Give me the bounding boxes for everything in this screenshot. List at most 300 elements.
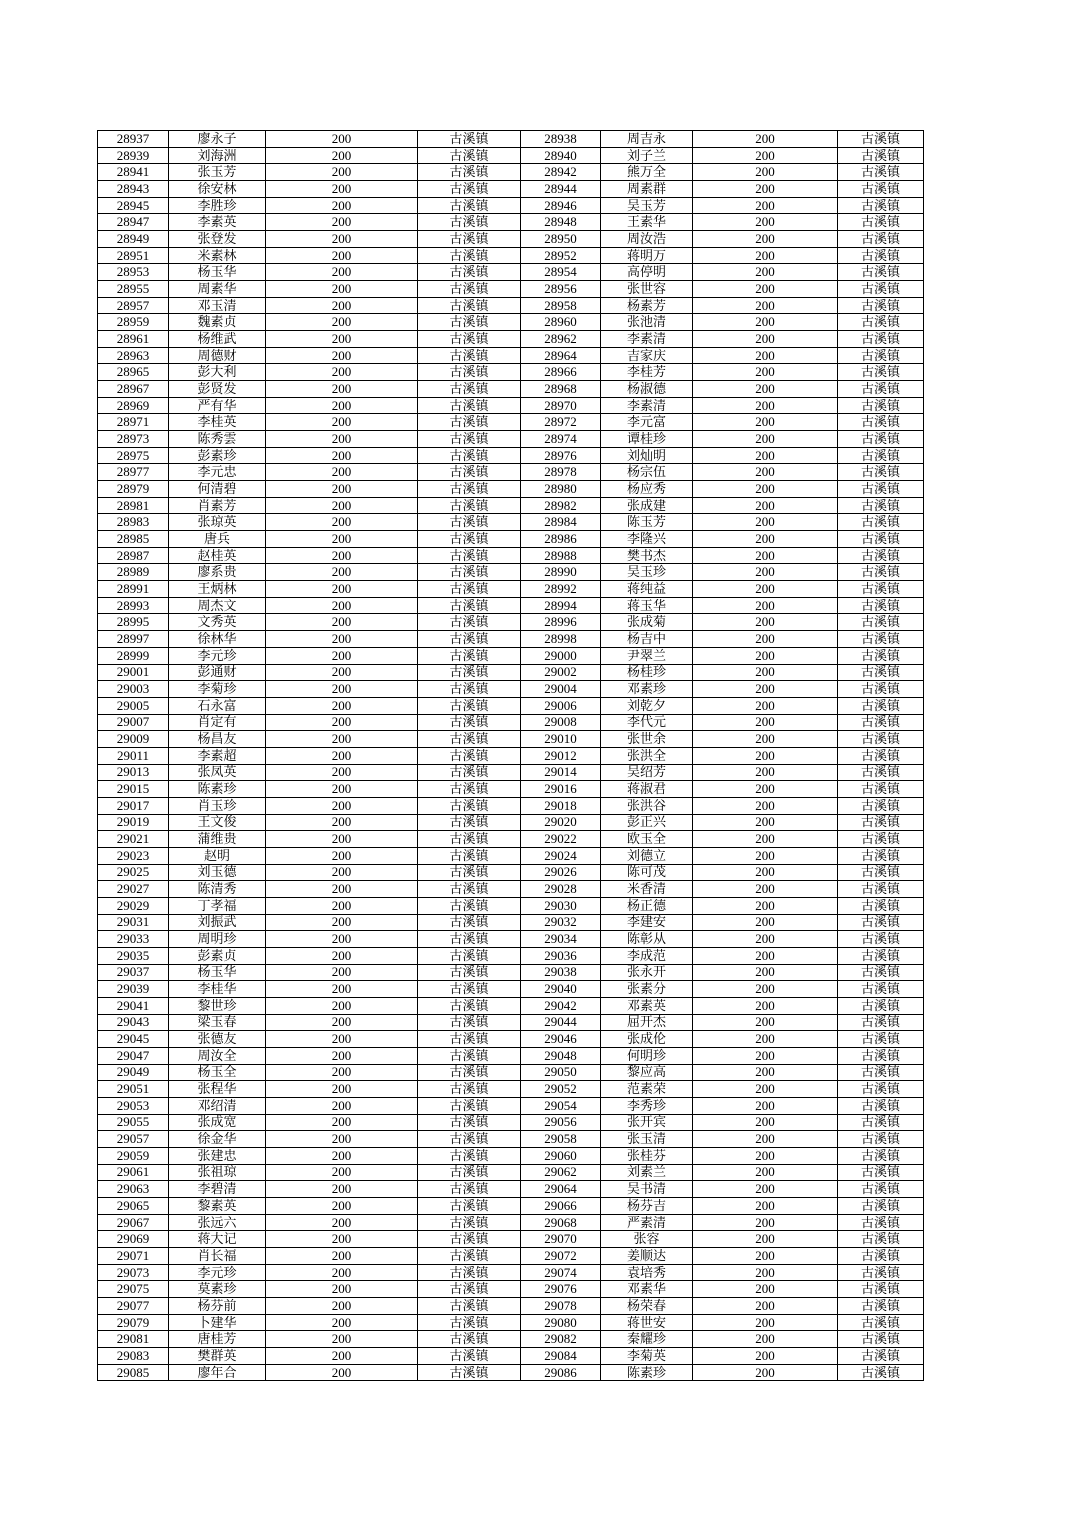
town-cell: 古溪镇 — [418, 997, 521, 1014]
person-name-cell: 彭贤发 — [169, 381, 266, 398]
record-number-cell: 29063 — [98, 1181, 169, 1198]
town-cell: 古溪镇 — [418, 1314, 521, 1331]
amount-cell: 200 — [266, 1047, 418, 1064]
record-number-cell: 29065 — [98, 1198, 169, 1215]
person-name-cell: 唐兵 — [169, 531, 266, 548]
record-number-cell: 29038 — [521, 964, 601, 981]
record-number-cell: 28953 — [98, 264, 169, 281]
town-cell: 古溪镇 — [838, 397, 924, 414]
amount-cell: 200 — [266, 647, 418, 664]
amount-cell: 200 — [693, 1164, 838, 1181]
table-row — [98, 847, 924, 864]
town-cell: 古溪镇 — [838, 197, 924, 214]
amount-cell: 200 — [693, 1214, 838, 1231]
town-cell: 古溪镇 — [838, 1248, 924, 1265]
amount-cell: 200 — [266, 614, 418, 631]
record-number-cell: 28948 — [521, 214, 601, 231]
amount-cell: 200 — [693, 1298, 838, 1315]
town-cell: 古溪镇 — [418, 847, 521, 864]
amount-cell: 200 — [266, 1364, 418, 1381]
person-name-cell: 李隆兴 — [601, 531, 693, 548]
record-number-cell: 28968 — [521, 381, 601, 398]
amount-cell: 200 — [266, 1248, 418, 1265]
person-name-cell: 周吉永 — [601, 131, 693, 148]
person-name-cell: 李代元 — [601, 714, 693, 731]
amount-cell: 200 — [266, 1031, 418, 1048]
amount-cell: 200 — [266, 247, 418, 264]
person-name-cell: 杨桂珍 — [601, 664, 693, 681]
record-number-cell: 29021 — [98, 831, 169, 848]
town-cell: 古溪镇 — [838, 281, 924, 298]
amount-cell: 200 — [266, 414, 418, 431]
record-number-cell: 28967 — [98, 381, 169, 398]
amount-cell: 200 — [266, 847, 418, 864]
town-cell: 古溪镇 — [418, 1031, 521, 1048]
table-row — [98, 1081, 924, 1098]
amount-cell: 200 — [693, 897, 838, 914]
person-name-cell: 邓素珍 — [601, 681, 693, 698]
amount-cell: 200 — [693, 797, 838, 814]
table-row — [98, 547, 924, 564]
amount-cell: 200 — [693, 547, 838, 564]
town-cell: 古溪镇 — [838, 414, 924, 431]
record-number-cell: 28977 — [98, 464, 169, 481]
person-name-cell: 彭大利 — [169, 364, 266, 381]
person-name-cell: 李碧清 — [169, 1181, 266, 1198]
amount-cell: 200 — [693, 731, 838, 748]
town-cell: 古溪镇 — [418, 1097, 521, 1114]
town-cell: 古溪镇 — [838, 797, 924, 814]
person-name-cell: 张素分 — [601, 981, 693, 998]
record-number-cell: 28999 — [98, 647, 169, 664]
town-cell: 古溪镇 — [838, 881, 924, 898]
town-cell: 古溪镇 — [838, 347, 924, 364]
town-cell: 古溪镇 — [838, 1314, 924, 1331]
record-number-cell: 29077 — [98, 1298, 169, 1315]
amount-cell: 200 — [693, 364, 838, 381]
town-cell: 古溪镇 — [838, 864, 924, 881]
record-number-cell: 29072 — [521, 1248, 601, 1265]
town-cell: 古溪镇 — [838, 497, 924, 514]
record-number-cell: 29064 — [521, 1181, 601, 1198]
amount-cell: 200 — [693, 1081, 838, 1098]
amount-cell: 200 — [266, 1131, 418, 1148]
person-name-cell: 米香清 — [601, 881, 693, 898]
record-number-cell: 29008 — [521, 714, 601, 731]
amount-cell: 200 — [266, 397, 418, 414]
record-number-cell: 28956 — [521, 281, 601, 298]
record-number-cell: 28972 — [521, 414, 601, 431]
record-number-cell: 29000 — [521, 647, 601, 664]
person-name-cell: 肖长福 — [169, 1248, 266, 1265]
person-name-cell: 李素英 — [169, 214, 266, 231]
person-name-cell: 杨应秀 — [601, 481, 693, 498]
table-row — [98, 564, 924, 581]
amount-cell: 200 — [693, 664, 838, 681]
person-name-cell: 周德财 — [169, 347, 266, 364]
town-cell: 古溪镇 — [418, 1231, 521, 1248]
town-cell: 古溪镇 — [418, 731, 521, 748]
record-number-cell: 29047 — [98, 1047, 169, 1064]
record-number-cell: 29079 — [98, 1314, 169, 1331]
amount-cell: 200 — [693, 1114, 838, 1131]
town-cell: 古溪镇 — [418, 314, 521, 331]
town-cell: 古溪镇 — [838, 131, 924, 148]
record-number-cell: 29073 — [98, 1264, 169, 1281]
table-row — [98, 364, 924, 381]
table-row — [98, 981, 924, 998]
amount-cell: 200 — [266, 1348, 418, 1365]
table-row — [98, 1064, 924, 1081]
town-cell: 古溪镇 — [418, 1348, 521, 1365]
table-row — [98, 314, 924, 331]
person-name-cell: 李秀珍 — [601, 1097, 693, 1114]
town-cell: 古溪镇 — [418, 164, 521, 181]
town-cell: 古溪镇 — [418, 514, 521, 531]
record-number-cell: 28990 — [521, 564, 601, 581]
person-name-cell: 张洪全 — [601, 747, 693, 764]
town-cell: 古溪镇 — [838, 1131, 924, 1148]
amount-cell: 200 — [693, 1264, 838, 1281]
person-name-cell: 张建忠 — [169, 1147, 266, 1164]
amount-cell: 200 — [266, 747, 418, 764]
record-number-cell: 28973 — [98, 431, 169, 448]
person-name-cell: 蒋玉华 — [601, 597, 693, 614]
table-row — [98, 1164, 924, 1181]
amount-cell: 200 — [266, 914, 418, 931]
amount-cell: 200 — [693, 347, 838, 364]
town-cell: 古溪镇 — [418, 647, 521, 664]
town-cell: 古溪镇 — [838, 531, 924, 548]
record-number-cell: 29018 — [521, 797, 601, 814]
amount-cell: 200 — [266, 1181, 418, 1198]
person-name-cell: 莫素珍 — [169, 1281, 266, 1298]
person-name-cell: 杨玉华 — [169, 264, 266, 281]
amount-cell: 200 — [693, 1231, 838, 1248]
record-number-cell: 28952 — [521, 247, 601, 264]
person-name-cell: 姜顺达 — [601, 1248, 693, 1265]
amount-cell: 200 — [693, 1031, 838, 1048]
table-row — [98, 1047, 924, 1064]
amount-cell: 200 — [693, 447, 838, 464]
table-row — [98, 997, 924, 1014]
town-cell: 古溪镇 — [418, 664, 521, 681]
amount-cell: 200 — [693, 581, 838, 598]
record-number-cell: 29036 — [521, 947, 601, 964]
amount-cell: 200 — [266, 531, 418, 548]
record-number-cell: 29060 — [521, 1147, 601, 1164]
record-number-cell: 29027 — [98, 881, 169, 898]
person-name-cell: 张登发 — [169, 231, 266, 248]
amount-cell: 200 — [266, 631, 418, 648]
table-row — [98, 597, 924, 614]
town-cell: 古溪镇 — [838, 1147, 924, 1164]
amount-cell: 200 — [266, 1314, 418, 1331]
amount-cell: 200 — [266, 864, 418, 881]
amount-cell: 200 — [693, 1064, 838, 1081]
person-name-cell: 欧玉全 — [601, 831, 693, 848]
person-name-cell: 蒲维贵 — [169, 831, 266, 848]
person-name-cell: 邓玉清 — [169, 297, 266, 314]
town-cell: 古溪镇 — [418, 781, 521, 798]
record-number-cell: 28996 — [521, 614, 601, 631]
town-cell: 古溪镇 — [838, 897, 924, 914]
town-cell: 古溪镇 — [838, 1031, 924, 1048]
record-number-cell: 29074 — [521, 1264, 601, 1281]
record-number-cell: 29062 — [521, 1164, 601, 1181]
record-number-cell: 29054 — [521, 1097, 601, 1114]
record-number-cell: 28960 — [521, 314, 601, 331]
person-name-cell: 周明珍 — [169, 931, 266, 948]
person-name-cell: 邓素华 — [601, 1281, 693, 1298]
record-number-cell: 29011 — [98, 747, 169, 764]
town-cell: 古溪镇 — [838, 447, 924, 464]
record-number-cell: 29052 — [521, 1081, 601, 1098]
record-number-cell: 29068 — [521, 1214, 601, 1231]
amount-cell: 200 — [693, 747, 838, 764]
amount-cell: 200 — [266, 1298, 418, 1315]
table-row — [98, 1264, 924, 1281]
amount-cell: 200 — [266, 897, 418, 914]
amount-cell: 200 — [266, 697, 418, 714]
amount-cell: 200 — [693, 281, 838, 298]
table-row — [98, 447, 924, 464]
record-number-cell: 28961 — [98, 331, 169, 348]
amount-cell: 200 — [693, 1281, 838, 1298]
town-cell: 古溪镇 — [418, 697, 521, 714]
person-name-cell: 徐金华 — [169, 1131, 266, 1148]
town-cell: 古溪镇 — [418, 281, 521, 298]
town-cell: 古溪镇 — [418, 1131, 521, 1148]
amount-cell: 200 — [266, 147, 418, 164]
table-row — [98, 181, 924, 198]
town-cell: 古溪镇 — [838, 947, 924, 964]
person-name-cell: 李桂华 — [169, 981, 266, 998]
record-number-cell: 29081 — [98, 1331, 169, 1348]
record-number-cell: 28984 — [521, 514, 601, 531]
town-cell: 古溪镇 — [838, 464, 924, 481]
record-number-cell: 29067 — [98, 1214, 169, 1231]
amount-cell: 200 — [266, 797, 418, 814]
person-name-cell: 张远六 — [169, 1214, 266, 1231]
town-cell: 古溪镇 — [838, 1097, 924, 1114]
amount-cell: 200 — [693, 481, 838, 498]
record-number-cell: 29083 — [98, 1348, 169, 1365]
person-name-cell: 周杰文 — [169, 597, 266, 614]
person-name-cell: 陈玉芳 — [601, 514, 693, 531]
record-number-cell: 29024 — [521, 847, 601, 864]
person-name-cell: 杨素芳 — [601, 297, 693, 314]
person-name-cell: 刘素兰 — [601, 1164, 693, 1181]
town-cell: 古溪镇 — [418, 1281, 521, 1298]
record-number-cell: 28995 — [98, 614, 169, 631]
person-name-cell: 尹翠兰 — [601, 647, 693, 664]
table-row — [98, 797, 924, 814]
record-number-cell: 28965 — [98, 364, 169, 381]
town-cell: 古溪镇 — [418, 397, 521, 414]
record-number-cell: 28949 — [98, 231, 169, 248]
town-cell: 古溪镇 — [418, 1248, 521, 1265]
table-row — [98, 864, 924, 881]
person-name-cell: 刘振武 — [169, 914, 266, 931]
amount-cell: 200 — [693, 1047, 838, 1064]
table-row — [98, 731, 924, 748]
person-name-cell: 吉家庆 — [601, 347, 693, 364]
person-name-cell: 李胜珍 — [169, 197, 266, 214]
record-number-cell: 29035 — [98, 947, 169, 964]
person-name-cell: 蒋世安 — [601, 1314, 693, 1331]
town-cell: 古溪镇 — [838, 1364, 924, 1381]
record-number-cell: 28942 — [521, 164, 601, 181]
person-name-cell: 李素超 — [169, 747, 266, 764]
town-cell: 古溪镇 — [838, 1264, 924, 1281]
amount-cell: 200 — [693, 814, 838, 831]
person-name-cell: 刘海洲 — [169, 147, 266, 164]
person-name-cell: 杨正德 — [601, 897, 693, 914]
amount-cell: 200 — [693, 297, 838, 314]
amount-cell: 200 — [693, 764, 838, 781]
record-number-cell: 28940 — [521, 147, 601, 164]
town-cell: 古溪镇 — [418, 897, 521, 914]
amount-cell: 200 — [693, 1014, 838, 1031]
person-name-cell: 丁孝福 — [169, 897, 266, 914]
person-name-cell: 陈素珍 — [169, 781, 266, 798]
town-cell: 古溪镇 — [418, 631, 521, 648]
town-cell: 古溪镇 — [838, 847, 924, 864]
record-number-cell: 28994 — [521, 597, 601, 614]
record-number-cell: 29078 — [521, 1298, 601, 1315]
amount-cell: 200 — [693, 697, 838, 714]
table-row — [98, 231, 924, 248]
record-number-cell: 28962 — [521, 331, 601, 348]
amount-cell: 200 — [266, 1214, 418, 1231]
table-row — [98, 297, 924, 314]
person-name-cell: 赵明 — [169, 847, 266, 864]
record-number-cell: 28941 — [98, 164, 169, 181]
record-number-cell: 28945 — [98, 197, 169, 214]
record-number-cell: 29020 — [521, 814, 601, 831]
person-name-cell: 黎应高 — [601, 1064, 693, 1081]
town-cell: 古溪镇 — [838, 1114, 924, 1131]
record-number-cell: 29033 — [98, 931, 169, 948]
town-cell: 古溪镇 — [418, 1264, 521, 1281]
table-row — [98, 1214, 924, 1231]
amount-cell: 200 — [266, 814, 418, 831]
person-name-cell: 杨芬前 — [169, 1298, 266, 1315]
person-name-cell: 樊群英 — [169, 1348, 266, 1365]
town-cell: 古溪镇 — [838, 631, 924, 648]
town-cell: 古溪镇 — [418, 1298, 521, 1315]
table-row — [98, 664, 924, 681]
person-name-cell: 肖定有 — [169, 714, 266, 731]
table-row — [98, 581, 924, 598]
table-row — [98, 514, 924, 531]
person-name-cell: 杨昌友 — [169, 731, 266, 748]
record-number-cell: 29071 — [98, 1248, 169, 1265]
person-name-cell: 陈彰从 — [601, 931, 693, 948]
amount-cell: 200 — [693, 247, 838, 264]
person-name-cell: 唐桂芳 — [169, 1331, 266, 1348]
amount-cell: 200 — [266, 831, 418, 848]
person-name-cell: 杨荣春 — [601, 1298, 693, 1315]
record-number-cell: 29057 — [98, 1131, 169, 1148]
record-number-cell: 29059 — [98, 1147, 169, 1164]
town-cell: 古溪镇 — [838, 1064, 924, 1081]
record-number-cell: 29014 — [521, 764, 601, 781]
town-cell: 古溪镇 — [838, 831, 924, 848]
record-number-cell: 29010 — [521, 731, 601, 748]
town-cell: 古溪镇 — [418, 347, 521, 364]
amount-cell: 200 — [266, 1198, 418, 1215]
table-row — [98, 964, 924, 981]
record-number-cell: 28951 — [98, 247, 169, 264]
person-name-cell: 王文俊 — [169, 814, 266, 831]
amount-cell: 200 — [693, 214, 838, 231]
record-number-cell: 29080 — [521, 1314, 601, 1331]
record-number-cell: 29031 — [98, 914, 169, 931]
person-name-cell: 李建安 — [601, 914, 693, 931]
amount-cell: 200 — [693, 947, 838, 964]
record-number-cell: 29055 — [98, 1114, 169, 1131]
person-name-cell: 吴绍芳 — [601, 764, 693, 781]
person-name-cell: 李元富 — [601, 414, 693, 431]
town-cell: 古溪镇 — [418, 831, 521, 848]
town-cell: 古溪镇 — [838, 764, 924, 781]
person-name-cell: 王素华 — [601, 214, 693, 231]
table-row — [98, 331, 924, 348]
record-number-cell: 28979 — [98, 481, 169, 498]
person-name-cell: 刘子兰 — [601, 147, 693, 164]
record-number-cell: 29041 — [98, 997, 169, 1014]
amount-cell: 200 — [693, 331, 838, 348]
amount-cell: 200 — [693, 197, 838, 214]
town-cell: 古溪镇 — [838, 214, 924, 231]
person-name-cell: 熊万全 — [601, 164, 693, 181]
table-row — [98, 431, 924, 448]
person-name-cell: 廖年合 — [169, 1364, 266, 1381]
person-name-cell: 周汝全 — [169, 1047, 266, 1064]
person-name-cell: 黎素英 — [169, 1198, 266, 1215]
amount-cell: 200 — [693, 1181, 838, 1198]
town-cell: 古溪镇 — [838, 181, 924, 198]
town-cell: 古溪镇 — [418, 614, 521, 631]
town-cell: 古溪镇 — [838, 781, 924, 798]
town-cell: 古溪镇 — [838, 731, 924, 748]
record-number-cell: 29022 — [521, 831, 601, 848]
amount-cell: 200 — [693, 314, 838, 331]
record-number-cell: 29082 — [521, 1331, 601, 1348]
table-row — [98, 164, 924, 181]
record-number-cell: 28993 — [98, 597, 169, 614]
amount-cell: 200 — [266, 764, 418, 781]
record-number-cell: 29006 — [521, 697, 601, 714]
person-name-cell: 杨芬吉 — [601, 1198, 693, 1215]
town-cell: 古溪镇 — [418, 881, 521, 898]
town-cell: 古溪镇 — [418, 131, 521, 148]
amount-cell: 200 — [266, 1114, 418, 1131]
record-number-cell: 29034 — [521, 931, 601, 948]
town-cell: 古溪镇 — [418, 431, 521, 448]
town-cell: 古溪镇 — [838, 931, 924, 948]
town-cell: 古溪镇 — [838, 664, 924, 681]
record-number-cell: 28986 — [521, 531, 601, 548]
town-cell: 古溪镇 — [838, 481, 924, 498]
table-body — [98, 131, 924, 1381]
town-cell: 古溪镇 — [838, 981, 924, 998]
town-cell: 古溪镇 — [838, 247, 924, 264]
person-name-cell: 樊书杰 — [601, 547, 693, 564]
person-name-cell: 杨宗伍 — [601, 464, 693, 481]
